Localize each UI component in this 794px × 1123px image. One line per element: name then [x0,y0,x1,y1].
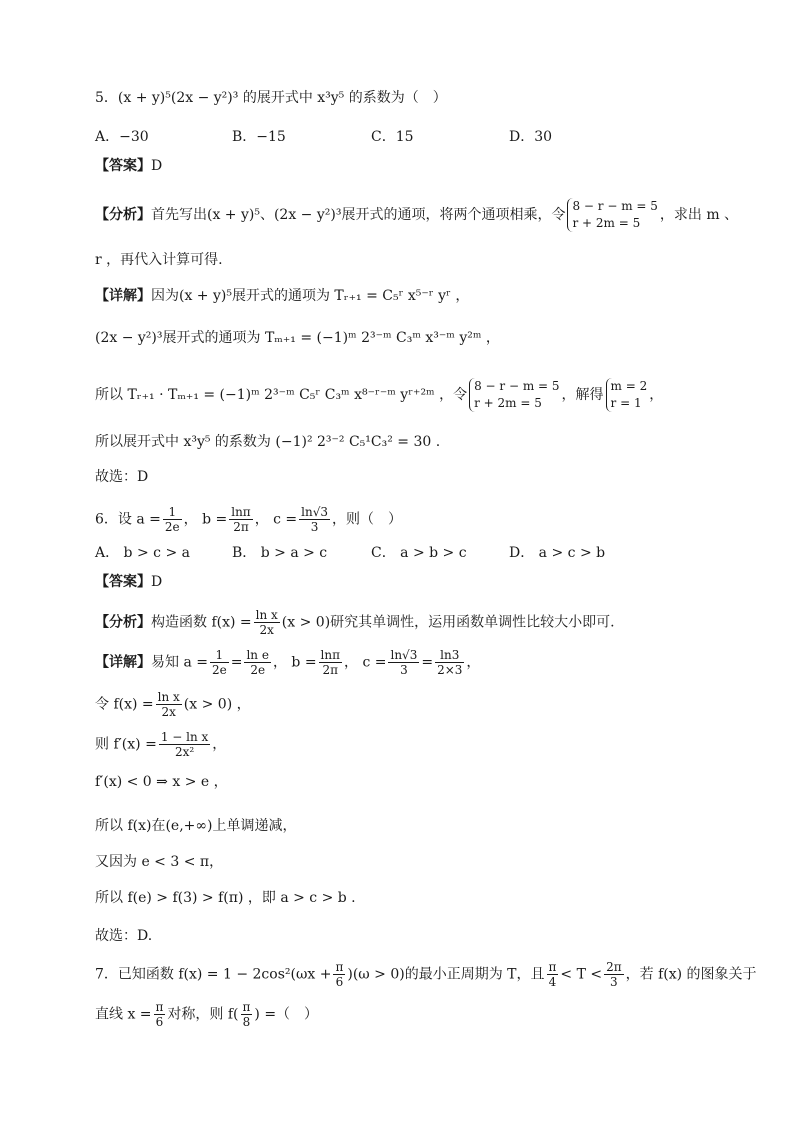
q5-analysis-line1 [95,198,738,232]
q5-detail-line4: 所以展开式中 x³y⁵ 的系数为 (−1)² 2³⁻² C₅¹C₃² = 30 . [95,434,441,450]
detail-tag: 【详解】 [95,288,151,304]
answer-value: D [151,158,163,174]
fraction-b: $\frac{\ln\pi}{2\pi}$ [231,505,251,534]
solution-system: m = 2 r = 1 [606,378,648,412]
q6-option-a: A． b > c > a [95,545,190,561]
q6-answer: 【答案】D [95,574,163,590]
analysis-text: 首先写出(x + y)⁵、(2x − y²)³展开式的通项，将两个通项相乘，令 [151,207,566,223]
equation-system: 8 − r − m = 5 r + 2m = 5 [567,198,657,232]
equation-system: 8 − r − m = 5 r + 2m = 5 [469,378,559,412]
detail-text: 因为(x + y)⁵展开式的通项为 Tᵣ₊₁ = C₅ʳ x⁵⁻ʳ yʳ ， [151,288,470,304]
q6-choice: 故选：D. [95,928,153,944]
fraction-c: $\frac{\ln√3}{3}$ [301,505,329,534]
q5-choice: 故选：D [95,469,149,485]
q6-stem: 6．设 a = $\frac{1}{2e}$ ， b = $\frac{\ln\pi}{2\pi}$ ， c = $\frac{\ln√3}{3}$ ，则（ ） [95,505,403,534]
q6-detail-line4: f′(x) < 0 ⇒ x > e ， [95,774,228,790]
q5-option-a: A．−30 [95,129,149,145]
q6-detail-line6: 又因为 e < 3 < π， [95,854,224,870]
answer-tag: 【答案】 [95,158,151,174]
q6-detail-line1: 【详解】易知 a = $\frac{1}{2e}$ = $\frac{\text{ln e}}{2e}$ ， b = $\frac{\ln\pi}{2\pi}$ ， c = $\frac{\ln√3}{3}$ = $\frac{\ln 3}{2\times 3}$ ， [95,648,481,677]
q6-option-c: C． a > b > c [371,545,467,561]
fraction-a: $\frac{1}{2e}$ [164,505,180,534]
analysis-tag: 【分析】 [95,207,151,223]
q6-option-d: D． a > c > b [509,545,606,561]
q5-option-b: B．−15 [232,129,286,145]
q5-detail-line1 [95,286,469,306]
q6-detail-line7: 所以 f(e) > f(3) > f(π) ，即 a > c > b . [95,890,356,906]
q5-detail-line3: 所以 Tᵣ₊₁ · Tₘ₊₁ = (−1)ᵐ 2³⁻ᵐ C₅ʳ C₃ᵐ x⁸⁻ʳ⁻ᵐ yʳ⁺²ᵐ ，令 8 − r − m = 5 r + 2m = 5 ，解得 m = 2 r = 1 ， [95,379,664,410]
q5-analysis-line2: r ，再代入计算可得. [95,252,223,268]
q7-line2: 直线 x = $\frac{\pi}{6}$ 对称，则 f( $\frac{\pi}{8}$ ) =（ ） [95,1000,319,1029]
analysis-text-end: ，求出 m 、 [659,207,739,223]
q5-option-d: D．30 [509,129,553,145]
q5-option-c: C．15 [371,129,414,145]
q5-answer [95,156,162,176]
q6-detail-line2: 令 f(x) = $\frac{\text{ln x}}{2x}$ (x > 0) ， [95,690,251,719]
q5-detail-line2: (2x − y²)³展开式的通项为 Tₘ₊₁ = (−1)ᵐ 2³⁻ᵐ C₃ᵐ x³⁻ᵐ y²ᵐ ， [95,330,500,346]
q5-stem: 5．(x + y)⁵(2x − y²)³ 的展开式中 x³y⁵ 的系数为（ ） [95,90,447,106]
q7-line1: 7．已知函数 f(x) = 1 − 2cos²(ωx + $\frac{\pi}{6}$ )(ω > 0)的最小正周期为 T，且 $\frac{\pi}{4}$ < T < $\frac{2\pi}{3}$ ，若 f(x) 的图象关于 [95,960,757,989]
q6-detail-line5: 所以 f(x)在(e,+∞)上单调递减， [95,818,297,834]
q6-option-b: B． b > a > c [232,545,328,561]
q6-detail-line3: 则 f′(x) = $\frac{\text{1 − ln x}}{\text{2x²}}$ ， [95,730,227,759]
q6-analysis: 【分析】构造函数 f(x) = $\frac{\text{ln x}}{2x}$ (x > 0)研究其单调性，运用函数单调性比较大小即可. [95,608,615,637]
